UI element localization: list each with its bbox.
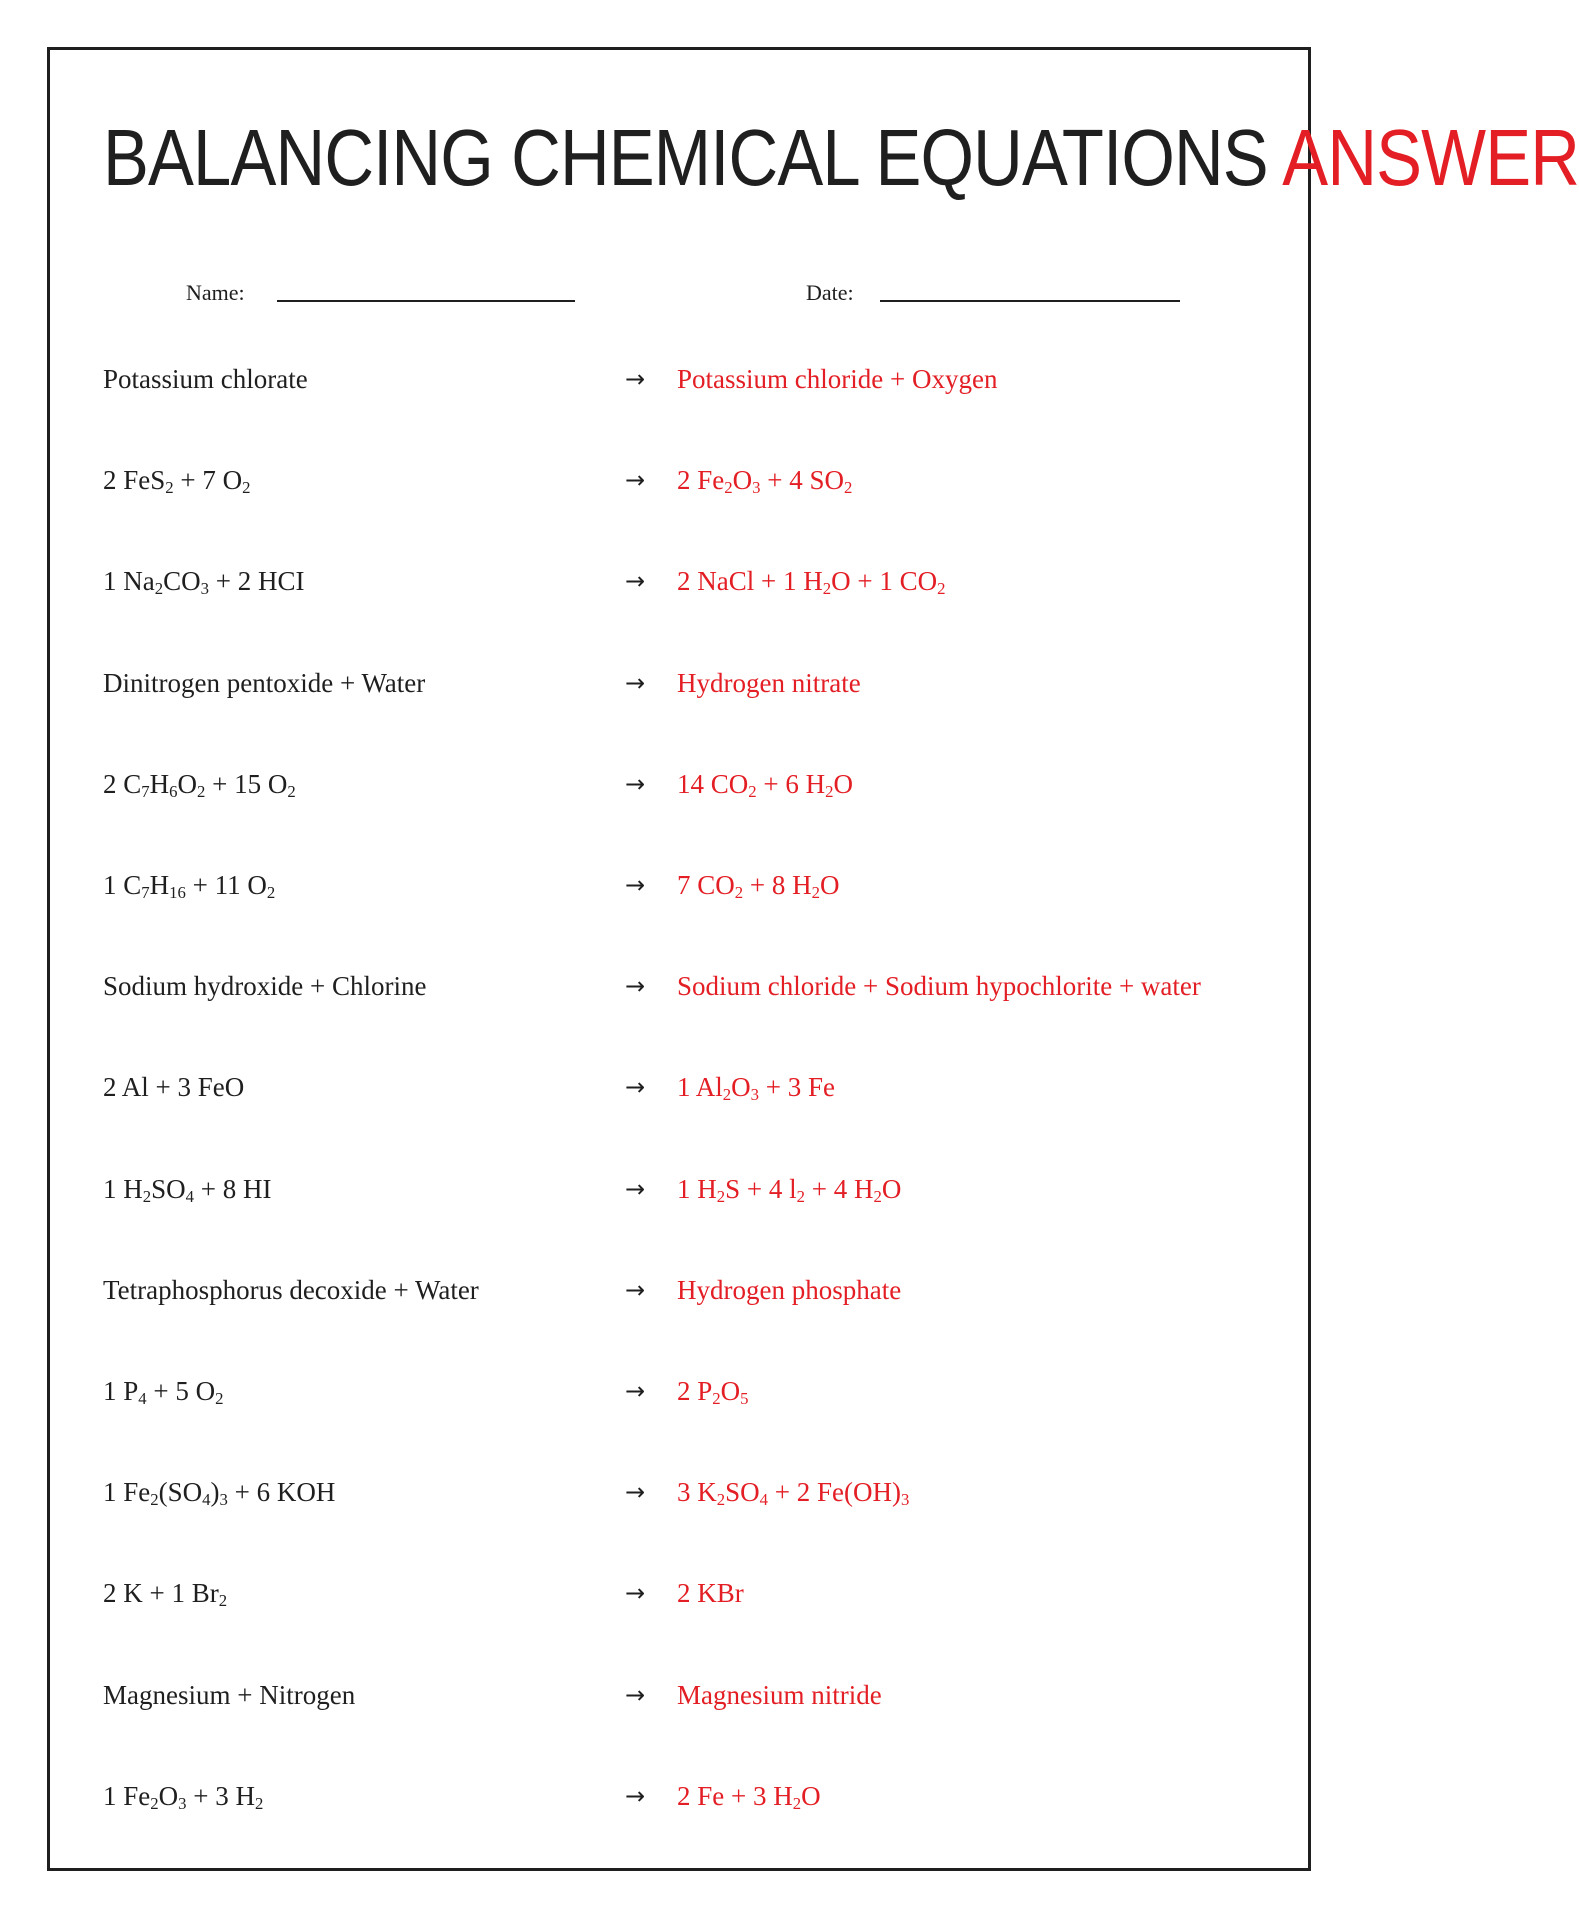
equation-reactants: 1 $H_2SO_4 + 8$ HI [103,1174,272,1207]
equation-reactants: 1 $Fe_2(SO_4)_3 + 6$ KOH [103,1477,336,1510]
title-main: BALANCING CHEMICAL EQUATIONS [103,113,1268,202]
equation-products-answer: 2 NaCl + 1 $H_2O + 1$ $CO_2$ [677,566,946,599]
date-label: Date: [806,280,854,305]
equation-products-answer: Magnesium nitride [677,1680,882,1710]
reaction-arrow-icon: → [625,1073,646,1101]
subscript: 4 [138,1389,147,1409]
subscript: 7 [141,782,150,802]
reaction-arrow-icon: → [625,972,646,1000]
subscript: 3 [178,1794,187,1814]
subscript: 2 [142,1187,152,1207]
equation-reactants: 2 $C_7H_6O_2 + 15$ $O_2$ [103,769,296,802]
reaction-arrow-icon: → [625,1175,646,1203]
subscript: 2 [716,1187,726,1207]
reaction-arrow-icon: → [625,567,646,595]
equation-reactants: Magnesium + Nitrogen [103,1680,356,1710]
equation-row [103,1371,1283,1411]
equation-row [103,1573,1283,1613]
subscript: 2 [242,478,251,498]
equation-products-answer: 2 $P_2O_5$ [677,1376,749,1409]
subscript: 2 [287,782,296,802]
equation-row [103,1776,1283,1816]
subscript: 2 [254,1794,264,1814]
subscript: 3 [219,1490,228,1510]
equation-row [103,966,1283,1006]
equation-products-answer: 7 $CO_2 + 8$ $H_2O$ [677,870,840,903]
equation-reactants: Sodium hydroxide + Chlorine [103,971,427,1001]
subscript: 2 [154,579,164,599]
subscript: 3 [750,1085,760,1105]
equation-row [103,663,1283,703]
equation-products-answer: 14 $CO_2 + 6$ $H_2O$ [677,769,853,802]
subscript: 4 [202,1490,211,1510]
equation-reactants: 1 $Na_2CO_3 + 2$ HCI [103,566,305,599]
subscript: 7 [141,883,150,903]
reaction-arrow-icon: → [625,1579,646,1607]
subscript: 2 [197,782,206,802]
page-title [103,113,1579,203]
equation-products-answer: Hydrogen nitrate [677,668,861,698]
equation-row [103,460,1283,500]
subscript: 3 [200,579,209,599]
equation-reactants: 2 Al + 3 FeO [103,1072,245,1102]
subscript: 2 [716,1490,726,1510]
equation-row [103,1270,1283,1310]
name-line[interactable] [277,300,575,302]
reaction-arrow-icon: → [625,1377,646,1405]
subscript: 2 [873,1187,882,1207]
subscript: 2 [724,478,733,498]
date-line[interactable] [880,300,1180,302]
equation-reactants: 1 $C_7H_{16} + 11$ $O_2$ [103,870,276,903]
reaction-arrow-icon: → [625,466,646,494]
title-accent: ANSWER [1282,113,1579,202]
name-label: Name: [186,280,245,305]
reaction-arrow-icon: → [625,1681,646,1709]
reaction-arrow-icon: → [625,871,646,899]
subscript: 2 [844,478,853,498]
equation-row [103,1169,1283,1209]
reaction-arrow-icon: → [625,1478,646,1506]
subscript: 6 [169,782,178,802]
equation-products-answer: 2 Fe + 3 $H_2O$ [677,1781,821,1814]
subscript: 2 [937,579,946,599]
subscript: 2 [150,1794,159,1814]
equation-products-answer: 1 $Al_2O_3 + 3$ Fe [677,1072,835,1105]
subscript: 2 [734,883,744,903]
subscript: 2 [215,1389,224,1409]
subscript: 2 [712,1389,721,1409]
equation-reactants: Tetraphosphorus decoxide + Water [103,1275,479,1305]
equation-products-answer: Sodium chloride + Sodium hypochlorite + water [677,971,1201,1001]
equation-row [103,865,1283,905]
equation-row [103,359,1283,399]
equation-row [103,764,1283,804]
equation-row [103,1675,1283,1715]
reaction-arrow-icon: → [625,770,646,798]
subscript: 2 [722,1085,732,1105]
subscript: 2 [811,883,820,903]
subscript: 2 [796,1187,805,1207]
subscript: 3 [900,1490,910,1510]
equation-reactants: 1 $Fe_2O_3 + 3$ $H_2$ [103,1781,264,1814]
subscript: 4 [759,1490,769,1510]
subscript: 2 [218,1591,228,1611]
equation-row [103,561,1283,601]
equation-row [103,1067,1283,1107]
equation-products-answer: Hydrogen phosphate [677,1275,902,1305]
subscript: 5 [740,1389,749,1409]
subscript: 2 [266,883,276,903]
subscript: 2 [825,782,834,802]
equation-row [103,1472,1283,1512]
subscript: 2 [150,1490,159,1510]
equation-products-answer: 1 $H_2S + 4$ $l_2 + 4$ $H_2O$ [677,1174,902,1207]
equation-reactants: 2 FeS$_2$ + 7 $O_2$ [103,465,251,498]
reaction-arrow-icon: → [625,1782,646,1810]
subscript: 4 [185,1187,195,1207]
subscript: 2 [165,478,174,498]
equation-reactants: Potassium chlorate [103,364,308,394]
equation-products-answer: 2 KBr [677,1578,744,1608]
equation-products-answer: 3 $K_2SO_4 + 2$ $Fe(OH)_3$ [677,1477,910,1510]
equation-reactants: Dinitrogen pentoxide + Water [103,668,426,698]
equation-products-answer: Potassium chloride + Oxygen [677,364,998,394]
subscript: 2 [792,1794,802,1814]
equation-products-answer: 2 $Fe_2O_3 + 4$ $SO_2$ [677,465,853,498]
subscript: 3 [752,478,761,498]
subscript: 16 [169,883,186,903]
equation-reactants: 1 $P_4 + 5$ $O_2$ [103,1376,224,1409]
reaction-arrow-icon: → [625,669,646,697]
equation-reactants: 2 K + 1 $Br_2$ [103,1578,228,1611]
subscript: 2 [748,782,757,802]
reaction-arrow-icon: → [625,365,646,393]
reaction-arrow-icon: → [625,1276,646,1304]
subscript: 2 [822,579,832,599]
